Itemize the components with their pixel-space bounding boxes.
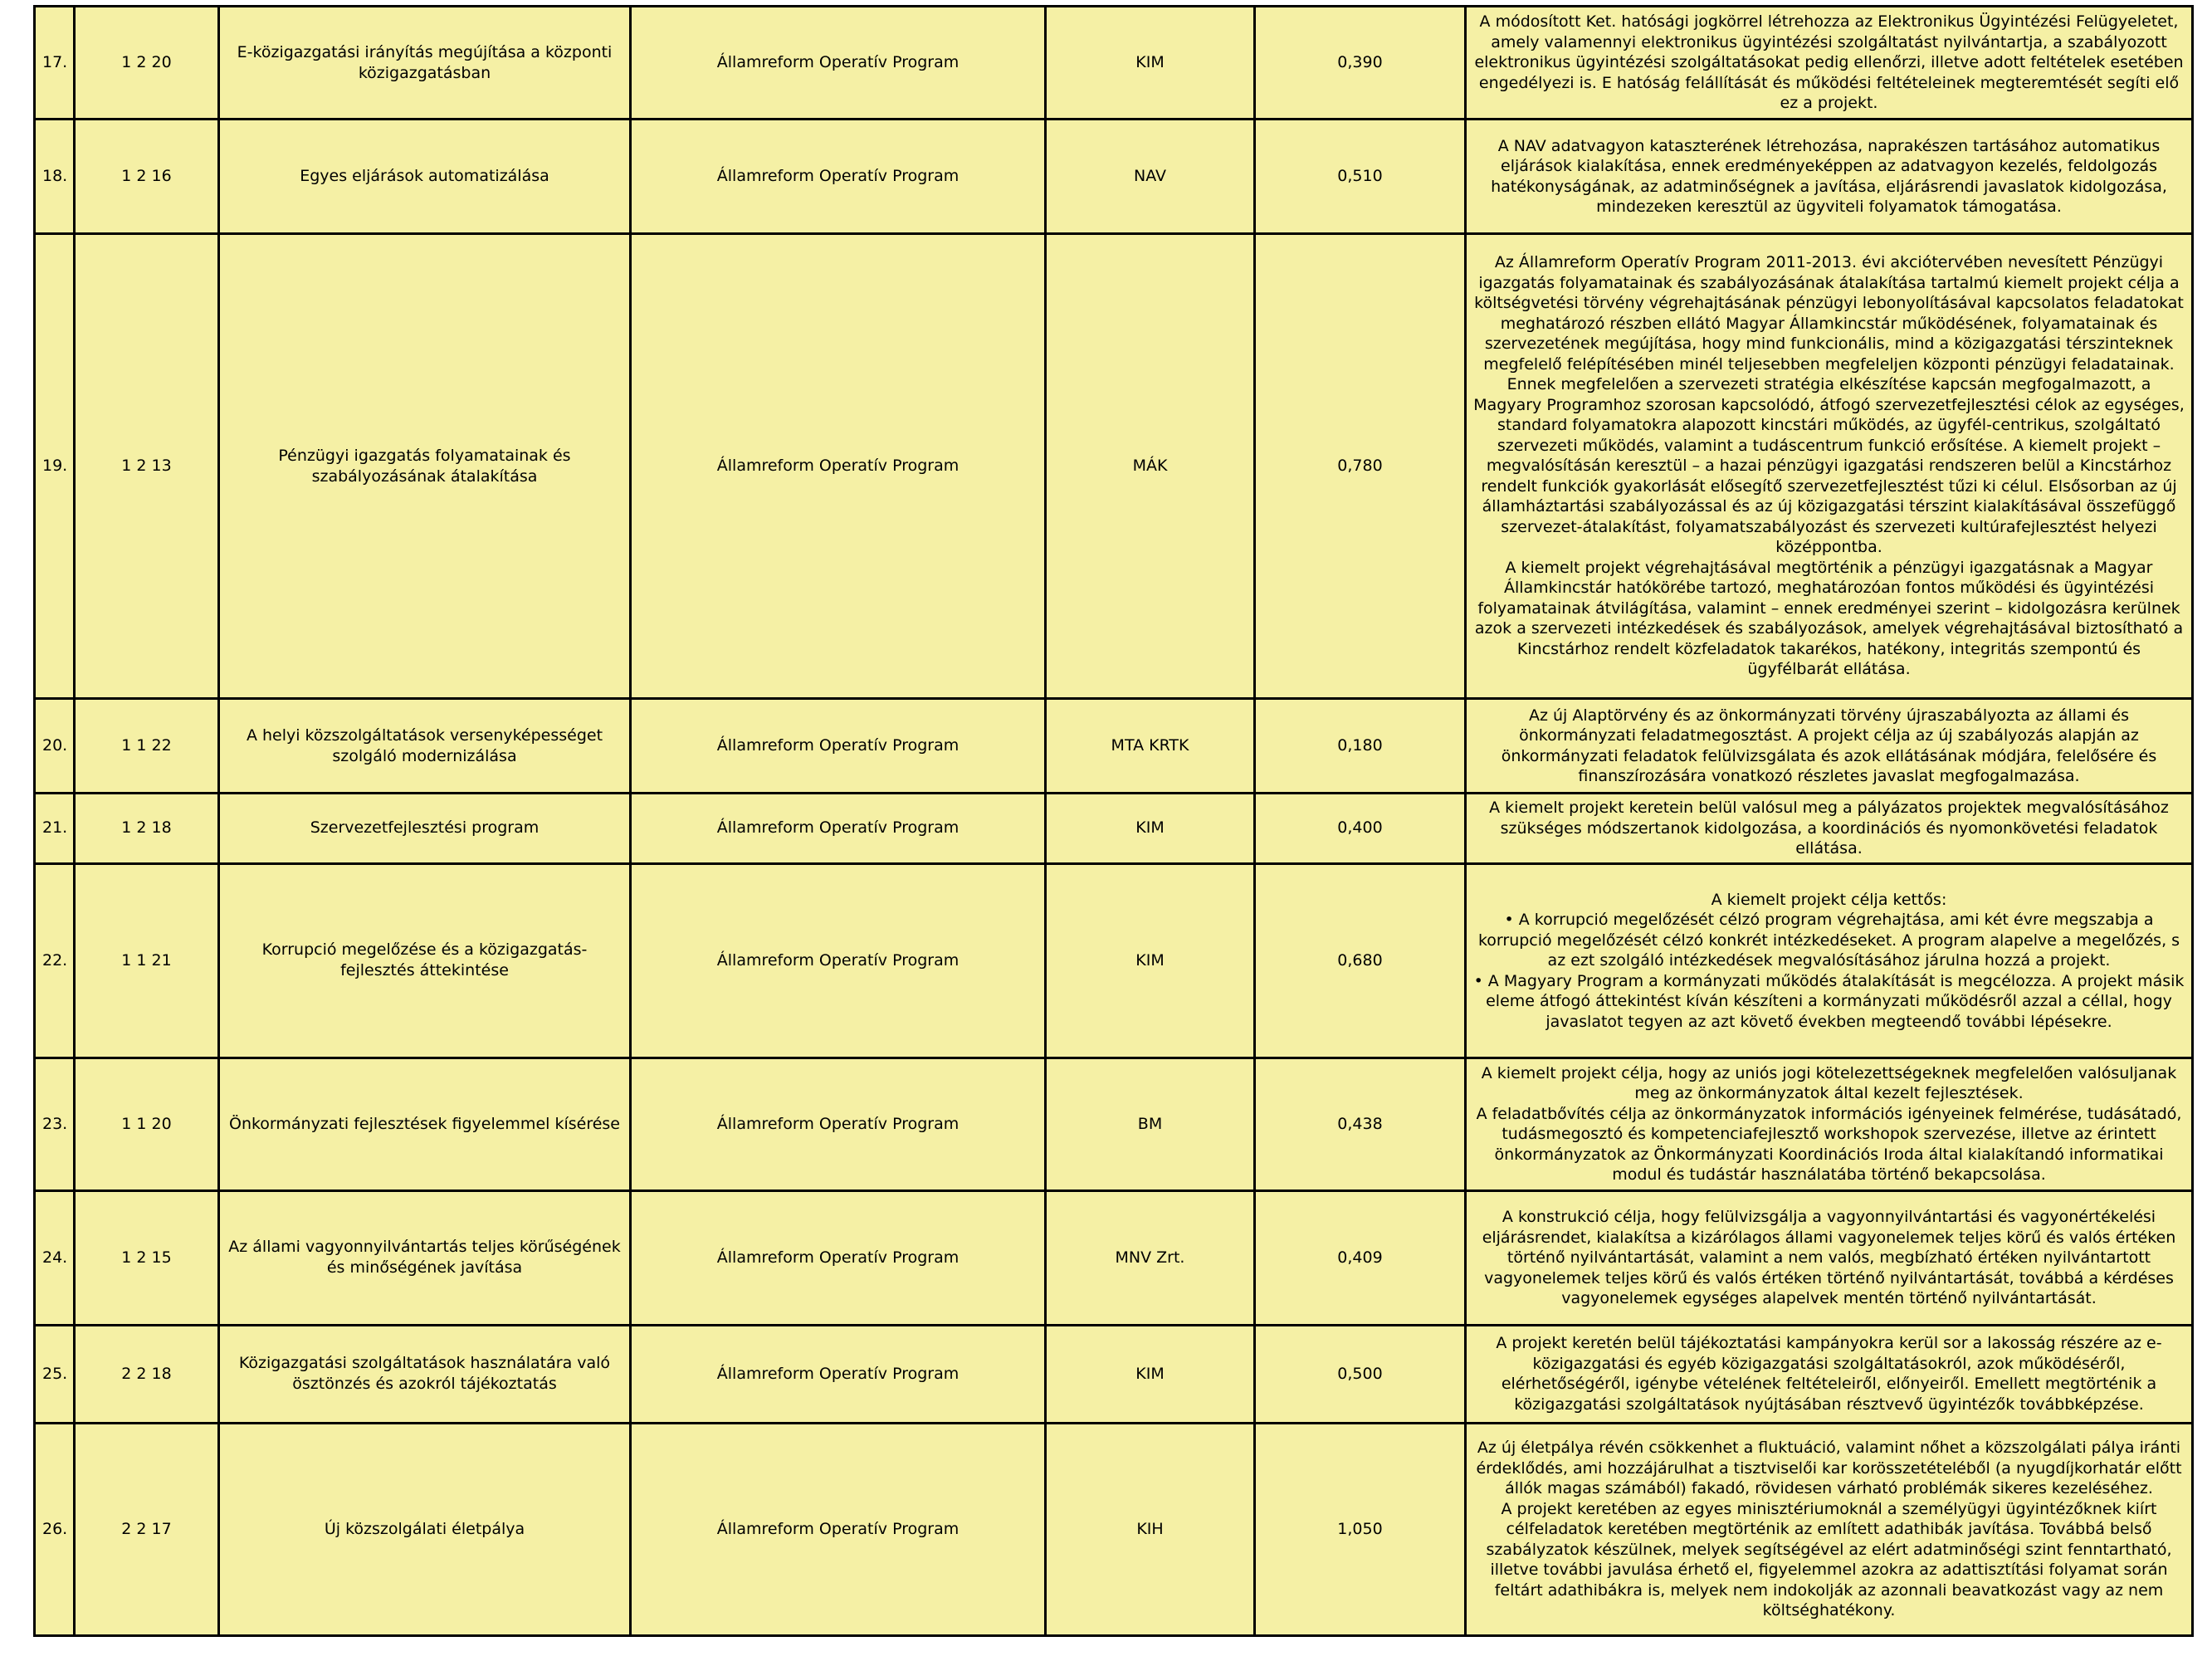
beneficiary-org: KIH <box>1046 1423 1255 1635</box>
table-row <box>35 1325 2193 1423</box>
table-row <box>35 1058 2193 1190</box>
budget-amount: 1,050 <box>1255 1423 1466 1635</box>
beneficiary-org: BM <box>1046 1058 1255 1190</box>
table-row <box>35 1423 2193 1635</box>
beneficiary-org: KIM <box>1046 7 1255 120</box>
project-description <box>1466 1190 2193 1325</box>
budget-amount: 0,409 <box>1255 1190 1466 1325</box>
row-number: 25. <box>35 1325 75 1423</box>
row-number: 20. <box>35 699 75 794</box>
description-paragraph: A konstrukció célja, hogy felülvizsgálja a vagyonnyilvántartási és vagyonértékelési eljárásrendet, kialakítsa a kizárólagos állami vagyonelemek teljes körű és valós értéken történő nyilvántartását, valamint a nem valós, megbízható értéken nyilvántartott vagyonelemek teljes körű és valós értéken történő nyilvántartását, továbbá a kérdéses vagyonelemek egységes alapelvek mentén történő nyilvántartását. <box>1482 1208 2176 1308</box>
project-code: 1 2 15 <box>75 1190 219 1325</box>
table-row <box>35 863 2193 1058</box>
program-name: Államreform Operatív Program <box>631 699 1046 794</box>
description-paragraph: A kiemelt projekt végrehajtásával megtörténik a pénzügyi igazgatásnak a Magyar Államkincstár hatókörébe tartozó, meghatározóan fontos működési és ügyintézési folyamatainak átvilágítása, valamint – ennek eredményei szerint – kidolgozásra kerülnek azok a szervezeti intézkedések és szabályozások, amelyek végrehajtásával biztosítható a Kincstárhoz rendelt közfeladatok takarékos, hatékony, integritás szempontú és ügyfélbarát ellátása. <box>1474 558 2184 679</box>
description-paragraph: • A korrupció megelőzését célzó program végrehajtása, ami két évre megszabja a korrupció megelőzését célzó konkrét intézkedéseket. A program alapelve a megelőzés, s az ezt szolgáló intézkedések megvalósításához járulna hozzá a projekt. <box>1477 911 2180 970</box>
description-paragraph: A kiemelt projekt keretein belül valósul meg a pályázatos projektek megvalósításához szükséges módszertanok kidolgozása, a koordinációs és nyomonkövetési feladatok ellátása. <box>1489 799 2169 858</box>
description-paragraph: Az új életpálya révén csökkenhet a fluktuáció, valamint nőhet a közszolgálati pálya iránti érdeklődés, ami hozzájárulhat a tisztviselői kar korösszetételéből (a nyugdíjkorhatár előtt állók magas számából) fakadó, rövidesen várható problémák sikeres kezeléséhez. <box>1476 1439 2182 1498</box>
project-description <box>1466 7 2193 120</box>
project-code: 1 1 20 <box>75 1058 219 1190</box>
description-paragraph: A kiemelt projekt célja, hogy az uniós jogi kötelezettségeknek megfelelően valósuljanak meg az önkormányzatok által kezelt fejlesztések. <box>1481 1063 2177 1103</box>
budget-amount: 0,438 <box>1255 1058 1466 1190</box>
project-code: 2 2 17 <box>75 1423 219 1635</box>
program-name: Államreform Operatív Program <box>631 1325 1046 1423</box>
project-code: 1 2 13 <box>75 234 219 699</box>
description-paragraph: Az Államreform Operatív Program 2011-2013. évi akciótervében nevesített Pénzügyi igazgatás folyamatainak és szabályozásának átalakítása tartalmú kiemelt projekt célja a költségvetési törvény végrehajtásának pénzügyi lebonyolításával kapcsolatos feladatokat meghatározó részben ellátó Magyar Államkincstár működésének, folyamatainak és szervezetének megújítása, hogy mind funkcionális, mind a közigazgatási térszinteknek megfelelő felépítésében minél teljesebben megfeleljen központi pénzügyi feladatainak. Ennek megfelelően a szervezeti stratégia elkészítése kapcsán megfogalmazott, a Magyary Programhoz szorosan kapcsolódó, átfogó szervezetfejlesztési célok az egységes, standard folyamatokra alapozott kincstári működés, az ügyfél-centrikus, szolgáltató szervezeti működés, valamint a tudáscentrum funkció erősítése. A kiemelt projekt – megvalósításán keresztül – a hazai pénzügyi igazgatási rendszeren belül a Kincstárhoz rendelt funkciók gyakorlását elősegítő szervezetfejlesztést tűzi ki célul. Elsősorban az új államháztartási szabályozással és az új közigazgatási térszint kialakításával összefüggő szervezet-átalakítást, folyamatszabályozást és szervezeti kultúrafejlesztést helyezi középpontba. <box>1473 253 2185 557</box>
description-paragraph: A NAV adatvagyon kataszterének létrehozása, naprakészen tartásához automatikus eljárások kialakítása, ennek eredményeképpen az adatvagyon kezelés, feldolgozás hatékonyságának, az adatminőségnek a javítása, eljárásrendi javaslatok kidolgozása, mindezeken keresztül az ügyviteli folyamatok támogatása. <box>1491 136 2167 217</box>
row-number: 26. <box>35 1423 75 1635</box>
project-title: E-közigazgatási irányítás megújítása a központi közigazgatásban <box>219 7 631 120</box>
description-paragraph: A projekt keretében az egyes minisztériumoknál a személyügyi ügyintézőknek kiírt célfeladatok keretében megtörténik az említett adathibák javítása. Továbbá belső szabályzatok készülnek, melyek segítségével az elért adatminőségi szint fenntartható, illetve további javulása érhető el, figyelemmel azokra az adattisztítási folyamat során feltárt adathibákra is, melyek nem indokolják az azonnali beavatkozást vagy az nem költséghatékony. <box>1486 1499 2172 1620</box>
table-row <box>35 794 2193 864</box>
description-paragraph: A kiemelt projekt célja kettős: <box>1711 890 1947 909</box>
project-title: Szervezetfejlesztési program <box>219 794 631 864</box>
project-title: Egyes eljárások automatizálása <box>219 120 631 234</box>
project-title: Pénzügyi igazgatás folyamatainak és szabályozásának átalakítása <box>219 234 631 699</box>
program-name: Államreform Operatív Program <box>631 120 1046 234</box>
project-description <box>1466 863 2193 1058</box>
program-name: Államreform Operatív Program <box>631 7 1046 120</box>
program-name: Államreform Operatív Program <box>631 794 1046 864</box>
beneficiary-org: NAV <box>1046 120 1255 234</box>
description-paragraph: A módosított Ket. hatósági jogkörrel létrehozza az Elektronikus Ügyintézési Felügyeletet, amely valamennyi elektronikus ügyintézési szolgáltatást nyilvántartja, a szabályozott elektronikus ügyintézési szolgáltatásokat pedig ellenőrzi, illetve adott feltételek esetében engedélyezi is. E hatóság felállítását és működési feltételeinek megteremtését segíti elő ez a projekt. <box>1474 12 2184 113</box>
description-paragraph: A projekt keretén belül tájékoztatási kampányokra kerül sor a lakosság részére az e-közigazgatási és egyéb közigazgatási szolgáltatásokról, azok működéséről, elérhetőségéről, igénybe vételének feltételeiről, előnyeiről. Emellett megtörténik a közigazgatási szolgáltatások nyújtásában résztvevő ügyintézők továbbképzése. <box>1496 1334 2162 1414</box>
project-code: 1 2 20 <box>75 7 219 120</box>
table-row <box>35 699 2193 794</box>
budget-amount: 0,510 <box>1255 120 1466 234</box>
description-paragraph: A feladatbővítés célja az önkormányzatok információs igényeinek felmérése, tudásátadó, tudásmegosztó és kompetenciafejlesztő workshopok szervezése, illetve az érintett önkormányzatok az Önkormányzati Koordinációs Iroda által kialakítandó informatikai modul és tudástár használatába történő bekapcsolása. <box>1476 1104 2182 1185</box>
project-description <box>1466 1058 2193 1190</box>
project-description <box>1466 1423 2193 1635</box>
project-description <box>1466 794 2193 864</box>
budget-amount: 0,180 <box>1255 699 1466 794</box>
project-code: 2 2 18 <box>75 1325 219 1423</box>
project-description <box>1466 234 2193 699</box>
project-description <box>1466 120 2193 234</box>
project-title: A helyi közszolgáltatások versenyképességet szolgáló modernizálása <box>219 699 631 794</box>
project-title: Önkormányzati fejlesztések figyelemmel kísérése <box>219 1058 631 1190</box>
row-number: 23. <box>35 1058 75 1190</box>
table-row <box>35 7 2193 120</box>
program-name: Államreform Operatív Program <box>631 234 1046 699</box>
budget-amount: 0,390 <box>1255 7 1466 120</box>
table-row <box>35 234 2193 699</box>
project-description <box>1466 699 2193 794</box>
project-code: 1 1 22 <box>75 699 219 794</box>
program-name: Államreform Operatív Program <box>631 1190 1046 1325</box>
beneficiary-org: KIM <box>1046 863 1255 1058</box>
table-row <box>35 120 2193 234</box>
description-paragraph: Az új Alaptörvény és az önkormányzati törvény újraszabályozta az állami és önkormányzati feladatmegosztást. A projekt célja az új szabályozás alapján az önkormányzati feladatok felülvizsgálata és azok ellátásának módjára, felelősére és finanszírozására vonatkozó részletes javaslat megfogalmazása. <box>1501 706 2157 786</box>
project-title: Közigazgatási szolgáltatások használatára való ösztönzés és azokról tájékoztatás <box>219 1325 631 1423</box>
project-code: 1 2 16 <box>75 120 219 234</box>
table-row <box>35 1190 2193 1325</box>
project-code: 1 2 18 <box>75 794 219 864</box>
program-name: Államreform Operatív Program <box>631 1058 1046 1190</box>
project-description <box>1466 1325 2193 1423</box>
project-title: Az állami vagyonnyilvántartás teljes körűségének és minőségének javítása <box>219 1190 631 1325</box>
row-number: 24. <box>35 1190 75 1325</box>
row-number: 19. <box>35 234 75 699</box>
row-number: 17. <box>35 7 75 120</box>
budget-amount: 0,780 <box>1255 234 1466 699</box>
row-number: 22. <box>35 863 75 1058</box>
beneficiary-org: KIM <box>1046 1325 1255 1423</box>
budget-amount: 0,680 <box>1255 863 1466 1058</box>
row-number: 18. <box>35 120 75 234</box>
description-paragraph: • A Magyary Program a kormányzati működés átalakítását is megcélozza. A projekt másik eleme átfogó áttekintést kíván készíteni a kormányzati működésről azzal a céllal, hogy javaslatot tegyen az azt követő években megteendő további lépésekre. <box>1473 971 2185 1031</box>
project-code: 1 1 21 <box>75 863 219 1058</box>
budget-amount: 0,500 <box>1255 1325 1466 1423</box>
program-name: Államreform Operatív Program <box>631 1423 1046 1635</box>
projects-table <box>33 5 2194 1637</box>
program-name: Államreform Operatív Program <box>631 863 1046 1058</box>
budget-amount: 0,400 <box>1255 794 1466 864</box>
beneficiary-org: MNV Zrt. <box>1046 1190 1255 1325</box>
project-title: Új közszolgálati életpálya <box>219 1423 631 1635</box>
beneficiary-org: MTA KRTK <box>1046 699 1255 794</box>
project-title: Korrupció megelőzése és a közigazgatás-fejlesztés áttekintése <box>219 863 631 1058</box>
beneficiary-org: MÁK <box>1046 234 1255 699</box>
row-number: 21. <box>35 794 75 864</box>
beneficiary-org: KIM <box>1046 794 1255 864</box>
